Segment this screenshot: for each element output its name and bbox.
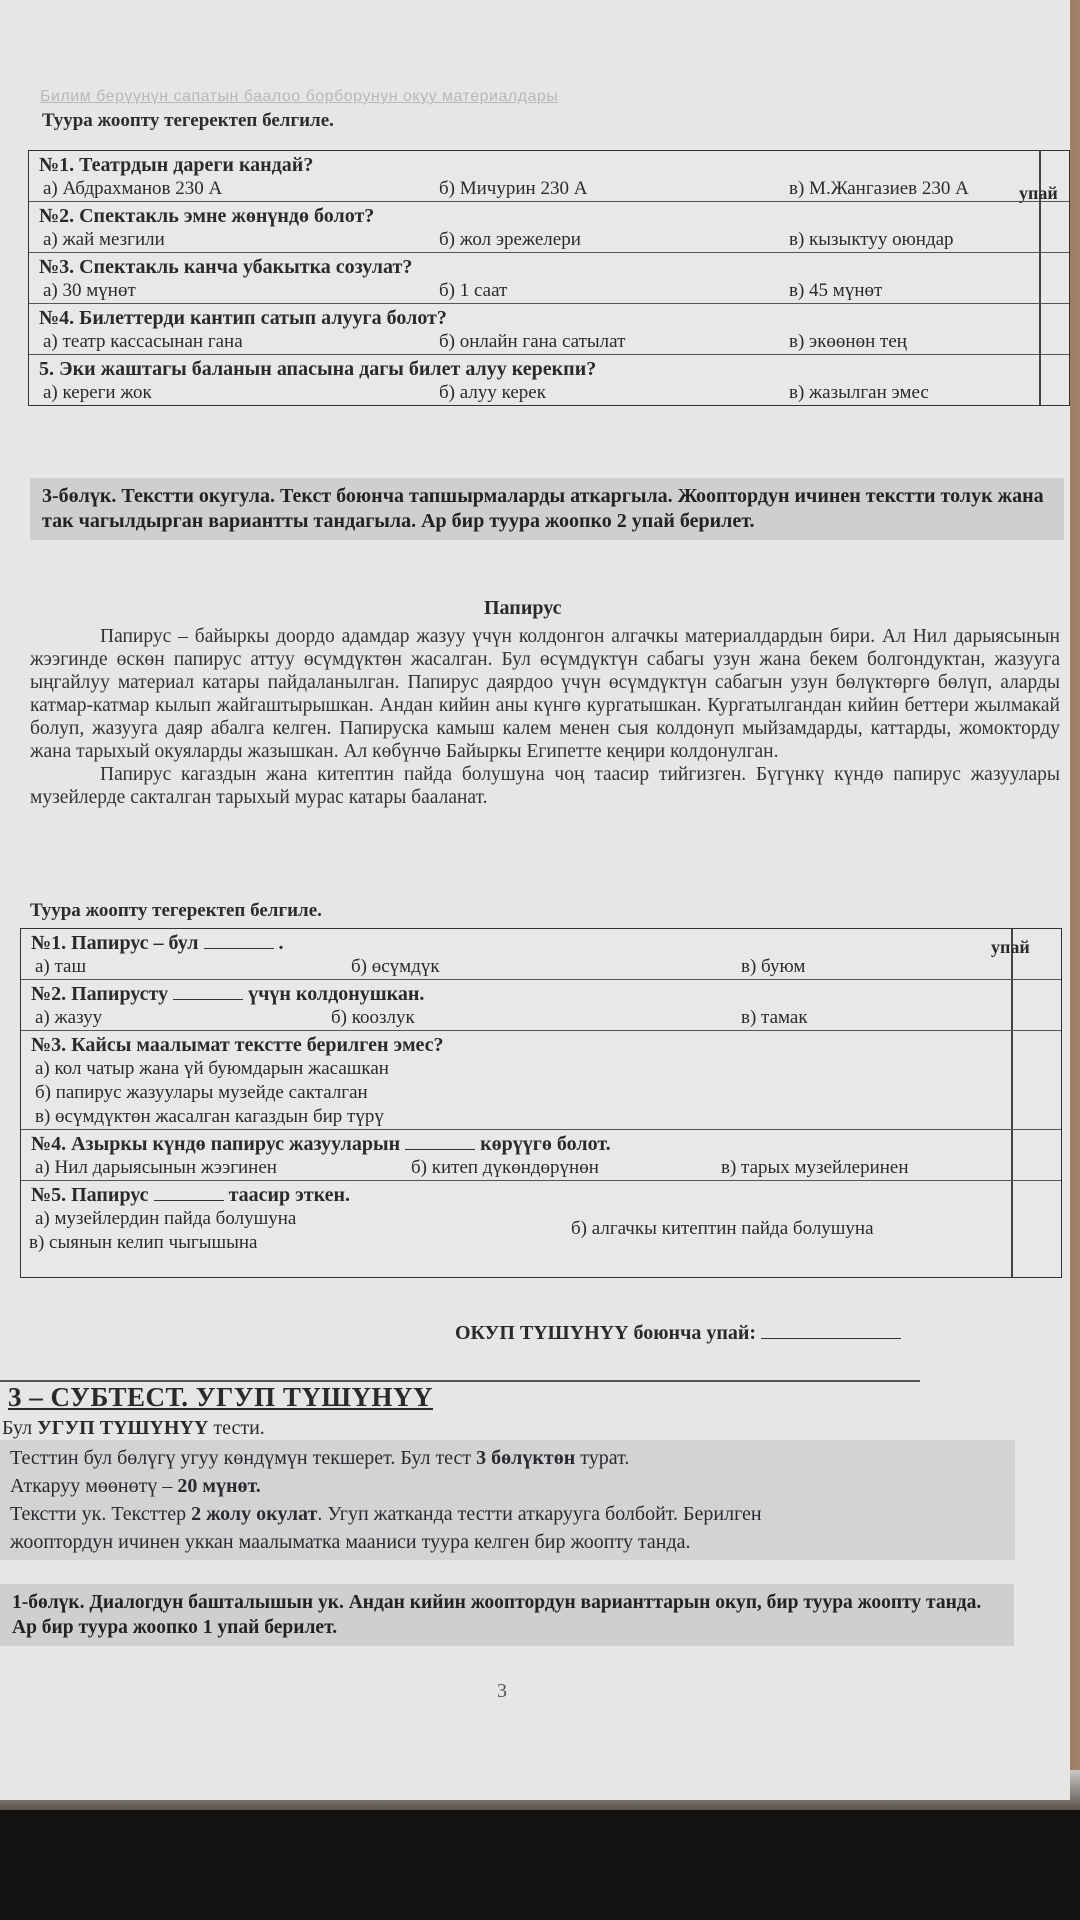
- question-text: №2. Папирусту үчүн колдонушкан.: [31, 983, 425, 1005]
- option-b[interactable]: б) китеп дүкөндөрүнөн: [411, 1157, 599, 1178]
- table1-question-2: [29, 202, 1069, 253]
- info-line-5: жооптордун ичинен уккан маалыматка мааниси туура келген бир жоопту танда.: [10, 1531, 691, 1553]
- question-text: №3. Кайсы маалымат текстте берилген эмес?: [31, 1034, 444, 1056]
- option-c[interactable]: в) тарых музейлеринен: [721, 1157, 909, 1178]
- option-a[interactable]: а) Нил дарыясынын жээгинен: [35, 1157, 277, 1178]
- question-table-2: [20, 928, 1062, 1278]
- option-b[interactable]: б) жол эрежелери: [439, 229, 581, 250]
- score-blank[interactable]: [761, 1338, 901, 1339]
- option-a[interactable]: а) кол чатыр жана үй буюмдарын жасашкан: [35, 1058, 389, 1079]
- info-line-4: Текстти ук. Тексттер 2 жолу окулат. Угуп жатканда тестти аткарууга болбойт. Берилген: [10, 1503, 762, 1525]
- info-line-3: Аткаруу мөөнөтү – 20 мүнөт.: [10, 1475, 261, 1497]
- option-c[interactable]: в) тамак: [741, 1007, 808, 1028]
- table1-question-5: [29, 355, 1069, 405]
- option-c[interactable]: в) өсүмдүктөн жасалган кагаздын бир түрү: [35, 1106, 384, 1127]
- option-a[interactable]: а) жай мезгили: [43, 229, 165, 250]
- option-a[interactable]: а) театр кассасынан гана: [43, 331, 243, 352]
- instruction-2: Туура жоопту тегеректеп белгиле.: [30, 900, 322, 921]
- info-line-1: Бул УГУП ТҮШҮНҮҮ тести.: [2, 1417, 265, 1439]
- text-title: Папирус: [484, 597, 562, 619]
- table2-question-3: [21, 1031, 1061, 1130]
- question-text: №1. Театрдын дареги кандай?: [39, 154, 314, 176]
- question-text: №2. Спектакль эмне жөнүндө болот?: [39, 205, 375, 227]
- table2-question-5: [21, 1181, 1061, 1277]
- subtest-title: 3 – СУБТЕСТ. УГУП ТҮШҮНҮҮ: [8, 1382, 433, 1412]
- question-text: №5. Папирус таасир эткен.: [31, 1184, 351, 1206]
- paragraph-2: Папирус кагаздын жана китептин пайда болушуна чоң таасир тийгизген. Бүгүнкү күндө папирус жазуулары музейлерде сакталган тарыхый мурас катары бааланат.: [30, 764, 1060, 808]
- option-b[interactable]: б) Мичурин 230 А: [439, 178, 588, 199]
- score-column-header: упай: [991, 937, 1030, 957]
- score-column-header: упай: [1019, 183, 1058, 203]
- option-b[interactable]: б) алуу керек: [439, 382, 546, 403]
- option-b[interactable]: б) онлайн гана сатылат: [439, 331, 626, 352]
- info-line-2: Тесттин бул бөлүгү угуу көндүмүн текшерет. Бул тест 3 бөлүктөн турат.: [10, 1447, 630, 1469]
- question-text: №4. Азыркы күндө папирус жазууларын көрүүгө болот.: [31, 1133, 611, 1155]
- page-number: 3: [497, 1680, 507, 1702]
- option-c[interactable]: в) кызыктуу оюндар: [789, 229, 954, 250]
- option-c[interactable]: в) 45 мүнөт: [789, 280, 883, 301]
- option-a[interactable]: а) Абдрахманов 230 А: [43, 178, 223, 199]
- option-b[interactable]: б) 1 саат: [439, 280, 508, 301]
- table1-question-3: [29, 253, 1069, 304]
- option-b[interactable]: б) өсүмдүк: [351, 956, 440, 977]
- paragraph-1: Папирус – байыркы доордо адамдар жазуу үчүн колдонгон алгачкы материалдардын бири. Ал Нил дарыясынын жээгинде өскөн папирус аттуу өсүмдүктөн жасалган. Бул өсүмдүктүн сабагы узун жана бекем болгондуктан, жазууга ыңгайлуу материал катары пайдаланылган. Папирус даярдоо үчүн өсүмдүктүн сабагын узун бөлүктөргө бөлүп, аларды катмар-катмар кылып жайгаштырышкан. Андан кийин аны күнгө кургатышкан. Кургатылгандан кийин беттери жылмакай болуп, жазууга даяр абалга келген. Папируска камыш калем менен сыя колдонуп мыйзамдарды, каттарды, жомокторду жана тарыхый окуяларды жазышкан. Ал көбүнчө Байыркы Египетте кеңири колдонулган.: [30, 626, 1060, 762]
- option-c[interactable]: в) жазылган эмес: [789, 382, 929, 403]
- option-c[interactable]: в) сыянын келип чыгышына: [29, 1232, 258, 1253]
- option-a[interactable]: а) таш: [35, 956, 87, 977]
- option-c[interactable]: в) М.Жангазиев 230 А: [789, 178, 969, 199]
- instruction-1: Туура жоопту тегеректеп белгиле.: [42, 110, 334, 131]
- option-a[interactable]: а) 30 мүнөт: [43, 280, 136, 301]
- question-table-1: [28, 150, 1070, 406]
- option-c[interactable]: в) экөөнөн тең: [789, 331, 907, 352]
- option-a[interactable]: а) жазуу: [35, 1007, 103, 1028]
- option-a[interactable]: а) музейлердин пайда болушуна: [35, 1208, 297, 1229]
- table1-question-4: [29, 304, 1069, 355]
- score-label: ОКУП ТҮШҮНҮҮ боюнча упай:: [455, 1322, 757, 1344]
- question-text: 5. Эки жаштагы баланын апасына дагы билет алуу керекпи?: [39, 358, 597, 380]
- table2-question-1: [21, 929, 1061, 980]
- score-total-row: [455, 1322, 901, 1345]
- question-text: №1. Папирус – бул .: [31, 932, 284, 954]
- option-a[interactable]: а) кереги жок: [43, 382, 152, 403]
- part1-heading: 1-бөлүк. Диалогдун башталышын ук. Андан кийин жооптордун варианттарын окуп, бир туура жоопту танда. Ар бир туура жоопко 1 упай берилет.: [0, 1584, 1014, 1646]
- table2-question-2: [21, 980, 1061, 1031]
- question-text: №4. Билеттерди кантип сатып алууга болот?: [39, 307, 447, 329]
- option-b[interactable]: б) папирус жазуулары музейде сакталган: [35, 1082, 368, 1103]
- table1-question-1: [29, 151, 1069, 202]
- option-b[interactable]: б) коозлук: [331, 1007, 415, 1028]
- table2-question-4: [21, 1130, 1061, 1181]
- page-header: Билим берүүнүн сапатын баалоо борборунун окуу материалдары: [40, 88, 559, 105]
- reading-text: [30, 625, 1060, 809]
- question-text: №3. Спектакль канча убакытка созулат?: [39, 256, 413, 278]
- info-box: [0, 1440, 1015, 1560]
- part3-heading: 3-бөлүк. Текстти окугула. Текст боюнча тапшырмаларды аткаргыла. Жооптордун ичинен текстти толук жана так чагылдырган вариантты тандагыла. Ар бир туура жоопко 2 упай берилет.: [30, 478, 1064, 540]
- option-b[interactable]: б) алгачкы китептин пайда болушуна: [571, 1218, 874, 1239]
- option-c[interactable]: в) буюм: [741, 956, 806, 977]
